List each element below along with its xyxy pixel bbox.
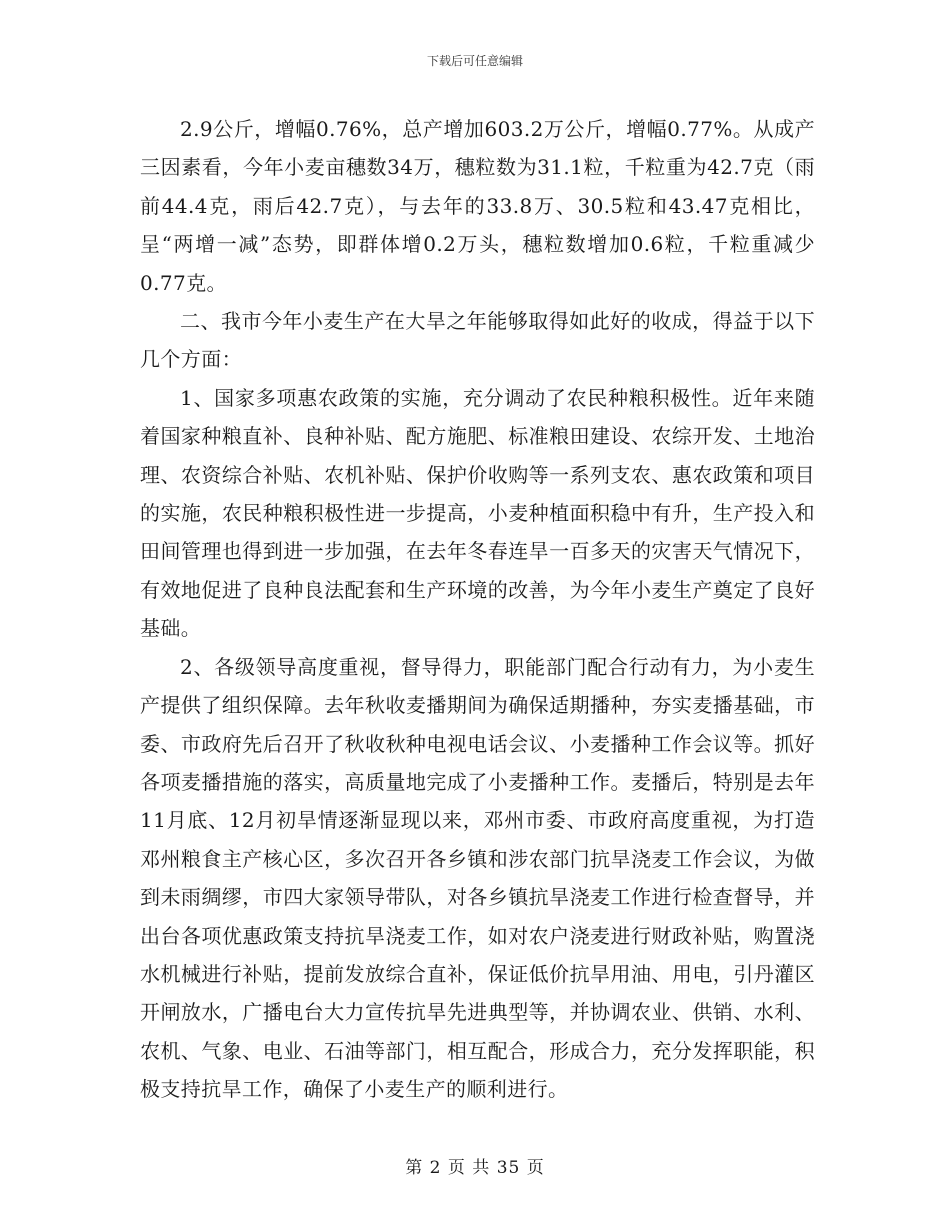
paragraph-policy-support: 1、国家多项惠农政策的实施，充分调动了农民种粮积极性。近年来随着国家种粮直补、良种补贴、配方施肥、标准粮田建设、农综开发、土地治理、农资综合补贴、农机补贴、保护价收购等一系列支农、惠农政策和项目的实施，农民种粮积极性进一步提高，小麦种植面积稳中有升，生产投入和田间管理也得到进一步加强，在去年冬春连旱一百多天的灾害天气情况下，有效地促进了良种良法配套和生产环境的改善，为今年小麦生产奠定了良好基础。 — [140, 385, 815, 641]
paragraph-section-two-heading: 二、我市今年小麦生产在大旱之年能够取得如此好的收成，得益于以下几个方面： — [140, 309, 815, 372]
paragraph-yield-statistics: 2.9公斤，增幅0.76%，总产增加603.2万公斤，增幅0.77%。从成产三因素看，今年小麦亩穗数34万，穗粒数为31.1粒，千粒重为42.7克（雨前44.4克，雨后42.7克），与去年的33.8万、30.5粒和43.47克相比，呈“两增一减”态势，即群体增0.2万头，穗粒数增加0.6粒，千粒重减少0.77克。 — [140, 117, 815, 295]
page-header-note: 下载后可任意编辑 — [426, 54, 523, 68]
paragraph-leadership-support: 2、各级领导高度重视，督导得力，职能部门配合行动有力，为小麦生产提供了组织保障。去年秋收麦播期间为确保适期播种，夯实麦播基础，市委、市政府先后召开了秋收秋种电视电话会议、小麦播种工作会议等。抓好各项麦播措施的落实，高质量地完成了小麦播种工作。麦播后，特别是去年11月底、12月初旱情逐渐显现以来，邓州市委、市政府高度重视，为打造邓州粮食主产核心区，多次召开各乡镇和涉农部门抗旱浇麦工作会议，为做到未雨绸缪，市四大家领导带队，对各乡镇抗旱浇麦工作进行检查督导，并出台各项优惠政策支持抗旱浇麦工作，如对农户浇麦进行财政补贴，购置浇水机械进行补贴，提前发放综合直补，保证低价抗旱用油、用电，引丹灌区开闸放水，广播电台大力宣传抗旱先进典型等，并协调农业、供销、水利、农机、气象、电业、石油等部门，相互配合，形成合力，充分发挥职能，积极支持抗旱工作，确保了小麦生产的顺利进行。 — [140, 654, 815, 1102]
page-number-footer: 第 2 页 共 35 页 — [405, 1158, 545, 1178]
document-body — [140, 110, 815, 1109]
